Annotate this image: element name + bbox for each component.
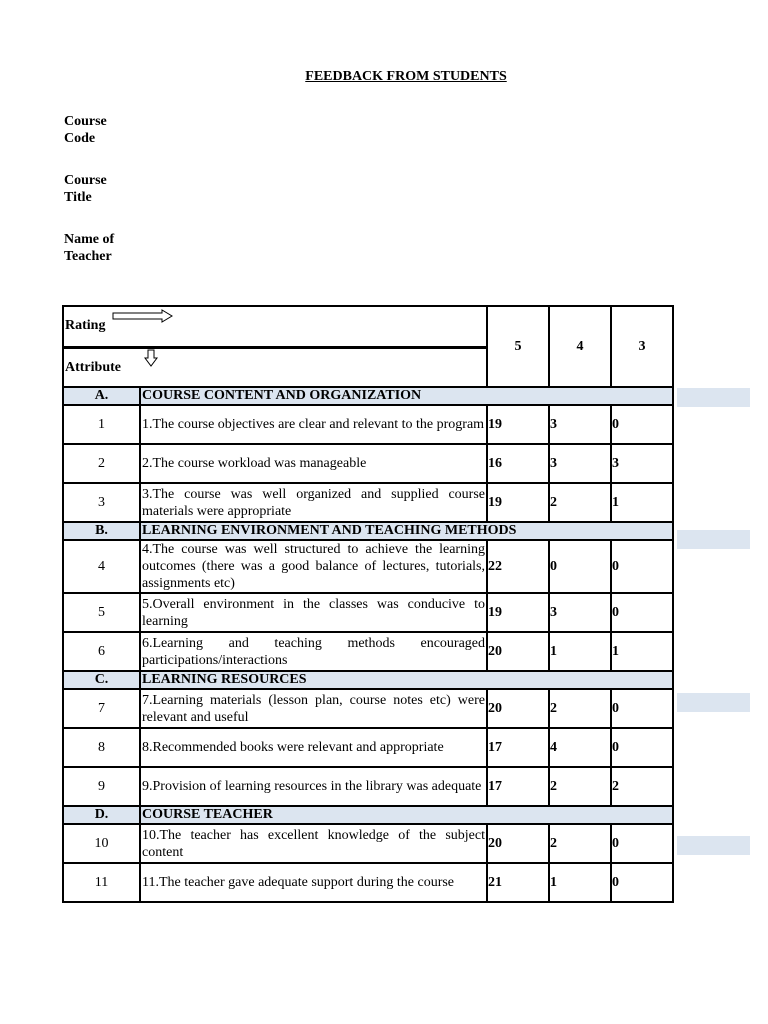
arrow-right-icon bbox=[112, 309, 174, 323]
item-attribute: 10.The teacher has excellent knowledge of the subject content bbox=[140, 824, 487, 863]
section-letter: B. bbox=[63, 522, 140, 540]
section-title-text: COURSE TEACHER bbox=[142, 807, 273, 822]
rating-5-count: 22 bbox=[487, 540, 549, 593]
item-attribute: 6.Learning and teaching methods encouraged participations/interactions bbox=[140, 632, 487, 671]
item-attribute: 8.Recommended books were relevant and appropriate bbox=[140, 728, 487, 767]
item-attribute: 1.The course objectives are clear and relevant to the program bbox=[140, 405, 487, 444]
rating-3-count: 0 bbox=[611, 405, 673, 444]
item-number: 10 bbox=[63, 824, 140, 863]
item-attribute: 7.Learning materials (lesson plan, course notes etc) were relevant and useful bbox=[140, 689, 487, 728]
table-row bbox=[63, 689, 673, 728]
section-letter: A. bbox=[63, 387, 140, 405]
course-title-label: Course Title bbox=[64, 173, 107, 205]
table-row bbox=[63, 593, 673, 632]
rating-5-count: 20 bbox=[487, 689, 549, 728]
rating-label: Rating bbox=[65, 318, 106, 333]
page-title: FEEDBACK FROM STUDENTS bbox=[305, 69, 507, 84]
table-row bbox=[63, 444, 673, 483]
item-attribute: 5.Overall environment in the classes was conducive to learning bbox=[140, 593, 487, 632]
feedback-table bbox=[62, 305, 674, 903]
rating-5-count: 17 bbox=[487, 728, 549, 767]
section-title bbox=[140, 671, 487, 689]
section-fill bbox=[611, 387, 673, 405]
table-row bbox=[63, 483, 673, 522]
column-header-3: 3 bbox=[611, 306, 673, 387]
course-code-label: Course Code bbox=[64, 114, 107, 146]
rating-4-count: 2 bbox=[549, 483, 611, 522]
section-title bbox=[140, 806, 487, 824]
rating-4-count: 2 bbox=[549, 767, 611, 806]
column-header-4: 4 bbox=[549, 306, 611, 387]
section-band-c bbox=[677, 693, 750, 712]
item-attribute: 9.Provision of learning resources in the library was adequate bbox=[140, 767, 487, 806]
section-title bbox=[140, 387, 487, 405]
section-fill bbox=[611, 671, 673, 689]
rating-4-count: 3 bbox=[549, 444, 611, 483]
item-number: 8 bbox=[63, 728, 140, 767]
arrow-down-icon bbox=[144, 349, 158, 367]
table-row bbox=[63, 540, 673, 593]
rating-4-count: 2 bbox=[549, 689, 611, 728]
rating-4-count: 1 bbox=[549, 632, 611, 671]
table-row bbox=[63, 767, 673, 806]
rating-3-count: 1 bbox=[611, 483, 673, 522]
section-fill bbox=[487, 671, 549, 689]
item-number: 6 bbox=[63, 632, 140, 671]
section-letter: D. bbox=[63, 806, 140, 824]
section-fill bbox=[611, 522, 673, 540]
section-header-row bbox=[63, 806, 673, 824]
item-number: 3 bbox=[63, 483, 140, 522]
rating-5-count: 19 bbox=[487, 593, 549, 632]
table-row bbox=[63, 405, 673, 444]
rating-3-count: 0 bbox=[611, 863, 673, 902]
item-number: 7 bbox=[63, 689, 140, 728]
item-attribute: 3.The course was well organized and supplied course materials were appropriate bbox=[140, 483, 487, 522]
item-attribute: 2.The course workload was manageable bbox=[140, 444, 487, 483]
rating-4-count: 4 bbox=[549, 728, 611, 767]
section-header-row bbox=[63, 387, 673, 405]
teacher-name-label: Name of Teacher bbox=[64, 232, 115, 264]
rating-3-count: 0 bbox=[611, 540, 673, 593]
rating-4-count: 2 bbox=[549, 824, 611, 863]
section-fill bbox=[549, 522, 611, 540]
rating-5-count: 19 bbox=[487, 483, 549, 522]
rating-3-count: 1 bbox=[611, 632, 673, 671]
rating-5-count: 16 bbox=[487, 444, 549, 483]
rating-3-count: 0 bbox=[611, 593, 673, 632]
section-header-row bbox=[63, 671, 673, 689]
rating-5-count: 20 bbox=[487, 632, 549, 671]
rating-3-count: 0 bbox=[611, 824, 673, 863]
item-number: 1 bbox=[63, 405, 140, 444]
section-band-d bbox=[677, 836, 750, 855]
rating-4-count: 3 bbox=[549, 593, 611, 632]
item-number: 5 bbox=[63, 593, 140, 632]
section-fill bbox=[549, 387, 611, 405]
item-attribute: 4.The course was well structured to achieve the learning outcomes (there was a good balance of lectures, tutorials, assignments etc) bbox=[142, 542, 485, 591]
item-number: 11 bbox=[63, 863, 140, 902]
section-title bbox=[140, 522, 517, 540]
table-row bbox=[63, 824, 673, 863]
rating-4-count: 3 bbox=[549, 405, 611, 444]
rating-3-count: 2 bbox=[611, 767, 673, 806]
section-title-text: LEARNING ENVIRONMENT AND TEACHING METHODS bbox=[142, 523, 517, 538]
item-number: 4 bbox=[63, 540, 140, 593]
section-fill bbox=[487, 806, 549, 824]
section-fill bbox=[549, 806, 611, 824]
section-letter: C. bbox=[63, 671, 140, 689]
column-header-5: 5 bbox=[487, 306, 549, 387]
rating-4-count: 0 bbox=[549, 540, 611, 593]
rating-3-count: 0 bbox=[611, 728, 673, 767]
rating-5-count: 21 bbox=[487, 863, 549, 902]
section-title-text: LEARNING RESOURCES bbox=[142, 672, 307, 687]
attribute-label: Attribute bbox=[65, 360, 121, 375]
section-fill bbox=[549, 671, 611, 689]
item-attribute: 11.The teacher gave adequate support during the course bbox=[140, 863, 487, 902]
rating-5-count: 20 bbox=[487, 824, 549, 863]
rating-5-count: 17 bbox=[487, 767, 549, 806]
item-number: 9 bbox=[63, 767, 140, 806]
section-title-text: COURSE CONTENT AND ORGANIZATION bbox=[142, 388, 422, 403]
table-row bbox=[63, 728, 673, 767]
table-row bbox=[63, 632, 673, 671]
section-header-row bbox=[63, 522, 673, 540]
rating-4-count: 1 bbox=[549, 863, 611, 902]
table-row bbox=[63, 863, 673, 902]
item-number: 2 bbox=[63, 444, 140, 483]
rating-attribute-header bbox=[63, 306, 487, 387]
section-fill bbox=[611, 806, 673, 824]
rating-3-count: 0 bbox=[611, 689, 673, 728]
header-row bbox=[63, 306, 673, 387]
section-fill bbox=[487, 387, 549, 405]
section-band-a bbox=[677, 388, 750, 407]
rating-3-count: 3 bbox=[611, 444, 673, 483]
rating-5-count: 19 bbox=[487, 405, 549, 444]
section-band-b bbox=[677, 530, 750, 549]
